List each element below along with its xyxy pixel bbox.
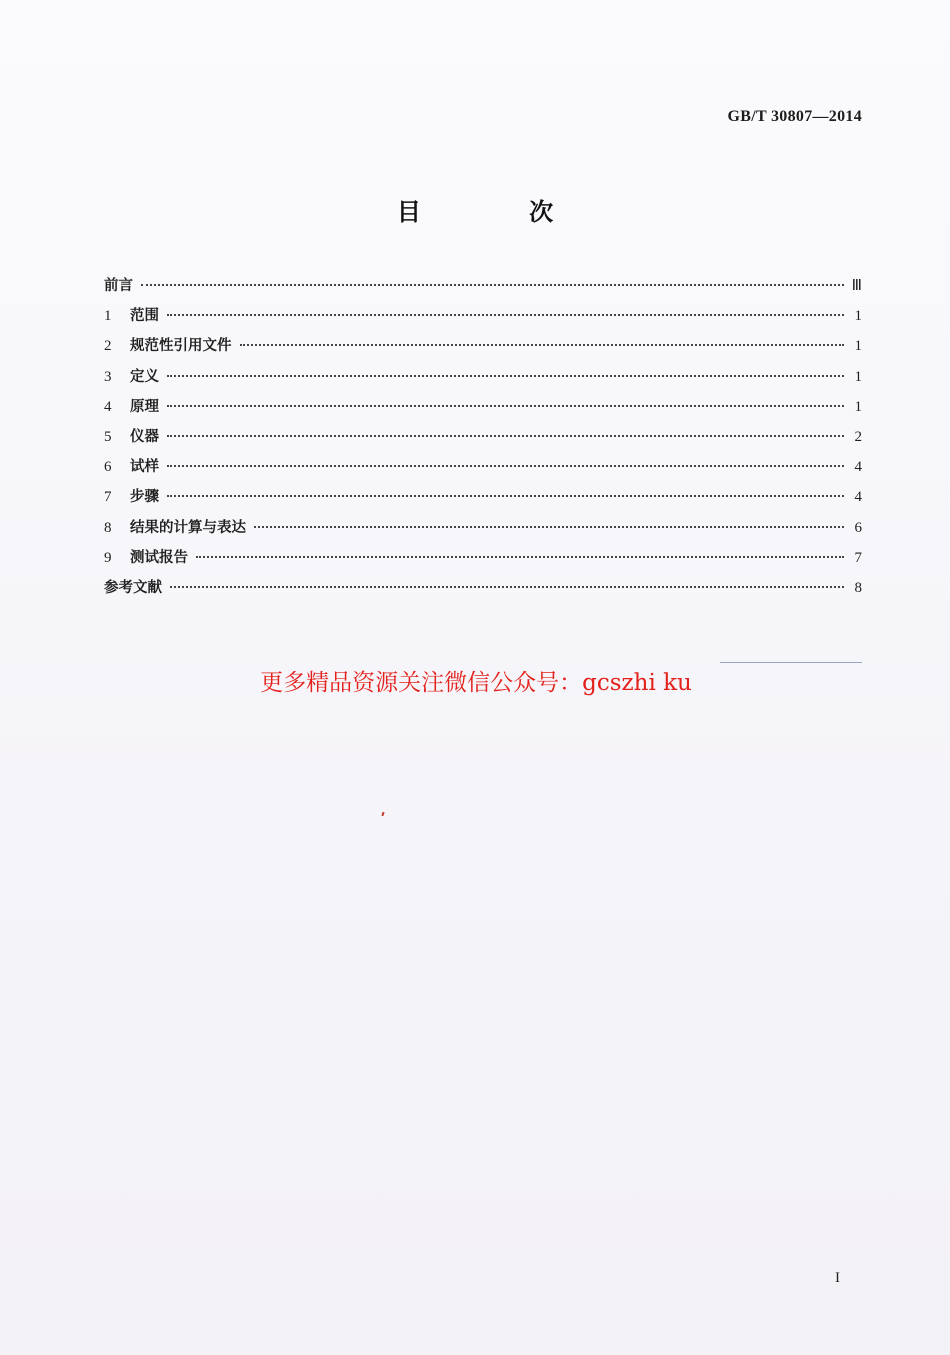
toc-entry-label: 原理 xyxy=(130,398,159,415)
toc-entry-label: 参考文献 xyxy=(104,579,162,596)
toc-entry-page: 1 xyxy=(854,368,862,385)
toc-dot-leader xyxy=(254,526,844,528)
toc-entry xyxy=(104,425,862,455)
toc-entry-number: 3 xyxy=(104,368,112,385)
toc-entry-number: 8 xyxy=(104,519,112,536)
promo-text: 更多精品资源关注微信公众号：gcszhi ku xyxy=(260,670,692,696)
toc-entry-label: 结果的计算与表达 xyxy=(130,519,246,536)
toc-dot-leader xyxy=(167,375,844,377)
toc-entry xyxy=(104,365,862,395)
scan-speck xyxy=(381,812,384,816)
toc-entry-label: 前言 xyxy=(104,278,133,294)
toc-entry-label: 规范性引用文件 xyxy=(130,338,232,355)
toc-entry-number: 9 xyxy=(104,549,112,566)
toc-dot-leader xyxy=(141,284,844,286)
toc-entry xyxy=(104,334,862,364)
toc-entry-page: 4 xyxy=(854,459,862,476)
standard-code: GB/T 30807—2014 xyxy=(727,108,862,125)
toc-dot-leader xyxy=(167,495,844,497)
toc-entry-page: 7 xyxy=(854,549,862,566)
toc-entry xyxy=(104,546,862,576)
toc-entry xyxy=(104,274,862,304)
toc-dot-leader xyxy=(167,314,844,316)
toc-entry-label: 试样 xyxy=(130,459,159,476)
toc-entry-number: 1 xyxy=(104,308,112,325)
toc-entry xyxy=(104,395,862,425)
toc-entry-label: 仪器 xyxy=(130,428,159,445)
toc-entry-page: 6 xyxy=(854,519,862,536)
toc-dot-leader xyxy=(170,586,844,588)
toc-entry-page: 4 xyxy=(854,489,862,506)
toc-dot-leader xyxy=(196,556,844,558)
toc-entry-label: 测试报告 xyxy=(130,549,188,566)
toc-entry-number: 2 xyxy=(104,338,112,355)
toc-dot-leader xyxy=(240,344,845,346)
toc-entry-label: 步骤 xyxy=(130,489,159,506)
toc-entry xyxy=(104,455,862,485)
table-of-contents xyxy=(104,274,862,606)
toc-entry xyxy=(104,485,862,515)
toc-entry-number: 7 xyxy=(104,489,112,506)
toc-entry-page: 2 xyxy=(854,428,862,445)
toc-entry-page: 8 xyxy=(854,579,862,596)
promo-rule xyxy=(720,662,862,663)
toc-entry-label: 定义 xyxy=(130,368,159,385)
toc-entry-page: 1 xyxy=(854,338,862,355)
toc-dot-leader xyxy=(167,405,844,407)
toc-entry-number: 6 xyxy=(104,459,112,476)
toc-entry xyxy=(104,576,862,606)
toc-dot-leader xyxy=(167,465,844,467)
toc-entry-number: 4 xyxy=(104,398,112,415)
toc-entry-page: 1 xyxy=(854,398,862,415)
page-number: I xyxy=(835,1270,840,1286)
toc-entry-label: 范围 xyxy=(130,308,159,325)
toc-title: 目 次 xyxy=(396,198,604,226)
toc-entry-page: 1 xyxy=(854,308,862,325)
toc-entry xyxy=(104,516,862,546)
toc-entry-number: 5 xyxy=(104,428,112,445)
toc-dot-leader xyxy=(167,435,844,437)
toc-entry xyxy=(104,304,862,334)
toc-entry-page: Ⅲ xyxy=(851,278,862,294)
